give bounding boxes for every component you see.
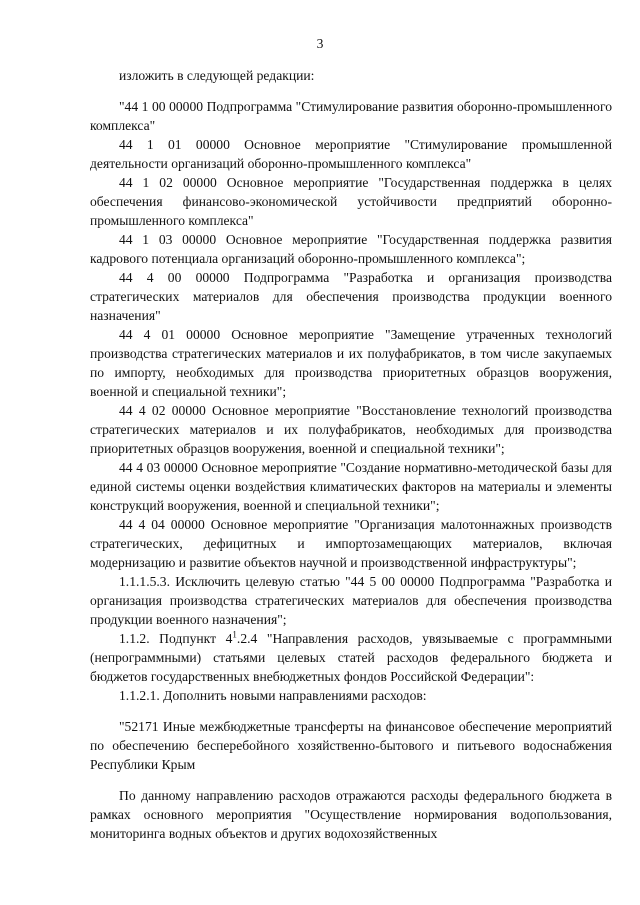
clause-1-1-1-5-3: 1.1.1.5.3. Исключить целевую статью "44 5 00 00000 Подпрограмма "Разработка и организация производства стратегических материалов для обеспечения производства продукции военного назначения"; bbox=[90, 574, 612, 627]
clause-1-1-2-1: 1.1.2.1. Дополнить новыми направлениями расходов: bbox=[119, 688, 427, 703]
budget-item: 44 4 00 00000 Подпрограмма "Разработка и организация производства стратегических материалов для обеспечения производства продукции военного назначения" bbox=[90, 270, 612, 323]
budget-item: 44 1 01 00000 Основное мероприятие "Стимулирование промышленной деятельности организаций оборонно-промышленного комплекса" bbox=[90, 137, 612, 171]
clause-1-1-2-rest: .2.4 "Направления расходов, увязываемые с программными (непрограммными) статьями целевых статей расходов федерального бюджета и бюджетов государственных внебюджетных фондов Российской Федерации": bbox=[90, 631, 613, 684]
budget-item: 44 4 02 00000 Основное мероприятие "Восстановление технологий производства стратегических материалов и их полуфабрикатов, необходимых для производства приоритетных образцов вооружения, военной и специальной техники"; bbox=[90, 403, 612, 456]
superscript: 1 bbox=[232, 629, 237, 640]
intro-paragraph: изложить в следующей редакции: bbox=[119, 68, 315, 83]
budget-item: 44 4 01 00000 Основное мероприятие "Замещение утраченных технологий производства стратегических материалов и их полуфабрикатов, в том числе закупаемых по импорту, необходимых для производства приоритетных образцов вооружения, военной и специальной техники"; bbox=[90, 327, 612, 399]
document-body bbox=[90, 66, 612, 843]
quoted-direction: "52171 Иные межбюджетные трансферты на финансовое обеспечение мероприятий по обеспечению бесперебойного хозяйственно-бытового и питьевого водоснабжения Республики Крым bbox=[90, 719, 612, 772]
budget-item: 44 4 03 00000 Основное мероприятие "Создание нормативно-методической базы для единой системы оценки воздействия климатических факторов на материалы и элементы конструкций вооружения, военной и специальной техники"; bbox=[90, 460, 612, 513]
budget-item: "44 1 00 00000 Подпрограмма "Стимулирование развития оборонно-промышленного комплекса" bbox=[90, 99, 612, 133]
closing-paragraph: По данному направлению расходов отражаются расходы федерального бюджета в рамках основного мероприятия "Осуществление нормирования водопользования, мониторинга водных объектов и других водохозяйственных bbox=[90, 788, 612, 841]
budget-item: 44 1 03 00000 Основное мероприятие "Государственная поддержка развития кадрового потенциала организаций оборонно-промышленного комплекса"; bbox=[90, 232, 612, 266]
page-number: 3 bbox=[316, 36, 324, 51]
budget-item: 44 4 04 00000 Основное мероприятие "Организация малотоннажных производств стратегических, дефицитных и импортозамещающих материалов, включая модернизацию и развитие объектов научной и производственной инфраструктуры"; bbox=[90, 517, 612, 570]
clause-1-1-2 bbox=[90, 629, 612, 686]
clause-1-1-2-start: 1.1.2. Подпункт 4 bbox=[119, 631, 233, 646]
budget-item: 44 1 02 00000 Основное мероприятие "Государственная поддержка в целях обеспечения финансово-экономической устойчивости предприятий оборонно-промышленного комплекса" bbox=[90, 175, 612, 228]
